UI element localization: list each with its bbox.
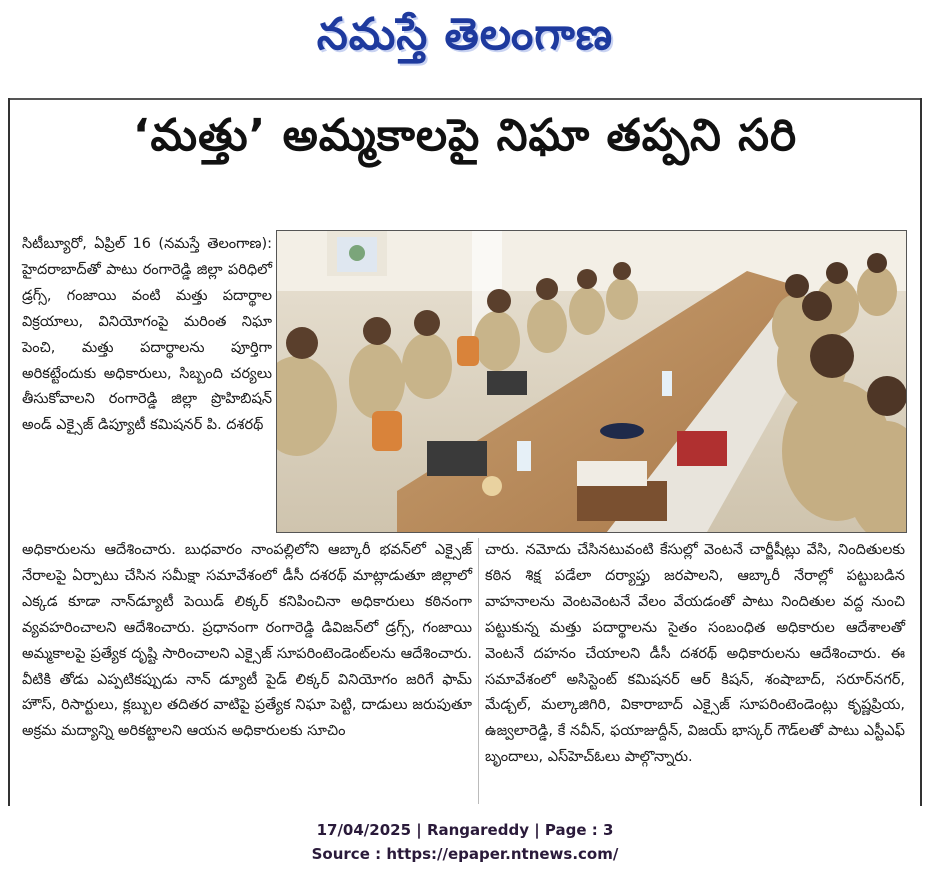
frame-top-rule bbox=[8, 98, 922, 100]
article-intro-column bbox=[22, 232, 272, 439]
footer-date-edition: 17/04/2025 | Rangareddy | Page : 3 bbox=[316, 821, 614, 839]
article-body-left bbox=[22, 538, 472, 745]
article-body-right bbox=[485, 538, 905, 771]
frame-right-rule bbox=[920, 98, 922, 806]
article-body-left-text: అధికారులను ఆదేశించారు. బుధవారం నాంపల్లిలోని ఆబ్కారీ భవన్‌లో ఎక్సైజ్ నేరాలపై ఏర్పాటు చేసిన సమీక్షా సమావేశంలో డీసీ దశరథ్ మాట్లాడుతూ జిల్లాలో ఎక్కడ కూడా నాన్‌డ్యూటీ పెయిడ్ లిక్కర్ కనిపించినా అధికారులు కఠినంగా వ్యవహరించాలని ఆదేశించారు. ప్రధానంగా రంగారెడ్డి డివిజన్‌లో డ్రగ్స్, గంజాయి అమ్మకాలపై ప్రత్యేక దృష్టి సారించాలని ఎక్సైజ్ సూపరింటెండెంట్‌లను ఆదేశించారు. వీటికి తోడు ఎప్పటికప్పుడు నాన్ డ్యూటీ పైడ్ లిక్కర్ వినియోగం జరిగే ఫామ్ హౌస్, రిసార్టులు, క్లబ్బుల తదితర వాటిపై ప్రత్యేక నిఘా పెట్టి, దాడులు జరుపుతూ అక్రమ మద్యాన్ని అరికట్టాలని ఆయన అధికారులకు సూచిం bbox=[22, 542, 472, 740]
article-headline: ‘మత్తు’ అమ్మకాలపై నిఘా తప్పని సరి bbox=[132, 110, 798, 161]
masthead-logo: నమస్తే తెలంగాణ bbox=[316, 9, 614, 60]
page-footer bbox=[0, 818, 930, 866]
article-body-right-text: చారు. నమోదు చేసినటువంటి కేసుల్లో వెంటనే చార్జీషీట్లు వేసి, నిందితులకు కఠిన శిక్ష పడేలా దర్యాప్తు జరపాలని, ఆబ్కారీ నేరాల్లో పట్టుబడిన వాహనాలను వెంటవెంటనే వేలం వేయడంతో పాటు నిందితుల వద్ద నుంచి పట్టుకున్న మత్తు పదార్థాలను సైతం సంబంధిత అధికారుల ఆదేశాలతో వెంటనే దహనం చేయాలని డీసీ దశరథ్ అధికారులను ఆదేశించారు. ఈ సమావేశంలో అసిస్టెంట్ కమిషనర్ ఆర్ కిషన్, శంషాబాద్, సరూర్‌నగర్, మేడ్చల్, మల్కాజిగిరి, వికారాబాద్ ఎక్సైజ్ సూపరింటెండెంట్లు కృష్ణప్రియ, ఉజ్వలారెడ్డి, కే నవీన్, ఫయాజుద్దీన్, విజయ్ భాస్కర్ గౌడ్‌లతో పాటు ఎస్టీఎఫ్ బృందాలు, ఎస్‌హెచ్‌ఓలు పాల్గొన్నారు. bbox=[485, 542, 905, 766]
article-photo bbox=[276, 230, 907, 533]
masthead bbox=[0, 0, 930, 80]
footer-source-link[interactable]: Source : https://epaper.ntnews.com/ bbox=[311, 845, 619, 863]
article-intro: సిటీబ్యూరో, ఏప్రిల్ 16 (నమస్తే తెలంగాణ): హైదరాబాద్‌తో పాటు రంగారెడ్డి జిల్లా పరిధిలో డ్రగ్స్, గంజాయి వంటి మత్తు పదార్థాల విక్రయాలు, వినియోగంపై మరింత నిఘా పెంచి, మత్తు పదార్థాలను పూర్తిగా అరికట్టేందుకు అధికారులు, సిబ్బంది చర్యలు తీసుకోవాలని రంగారెడ్డి జిల్లా ప్రొహిబిషన్ అండ్ ఎక్సైజ్ డిప్యూటీ కమిషనర్ పి. దశరథ్ bbox=[22, 236, 272, 434]
frame-left-rule bbox=[8, 98, 10, 806]
meeting-photo-graphic bbox=[277, 231, 906, 532]
column-divider bbox=[478, 538, 479, 804]
